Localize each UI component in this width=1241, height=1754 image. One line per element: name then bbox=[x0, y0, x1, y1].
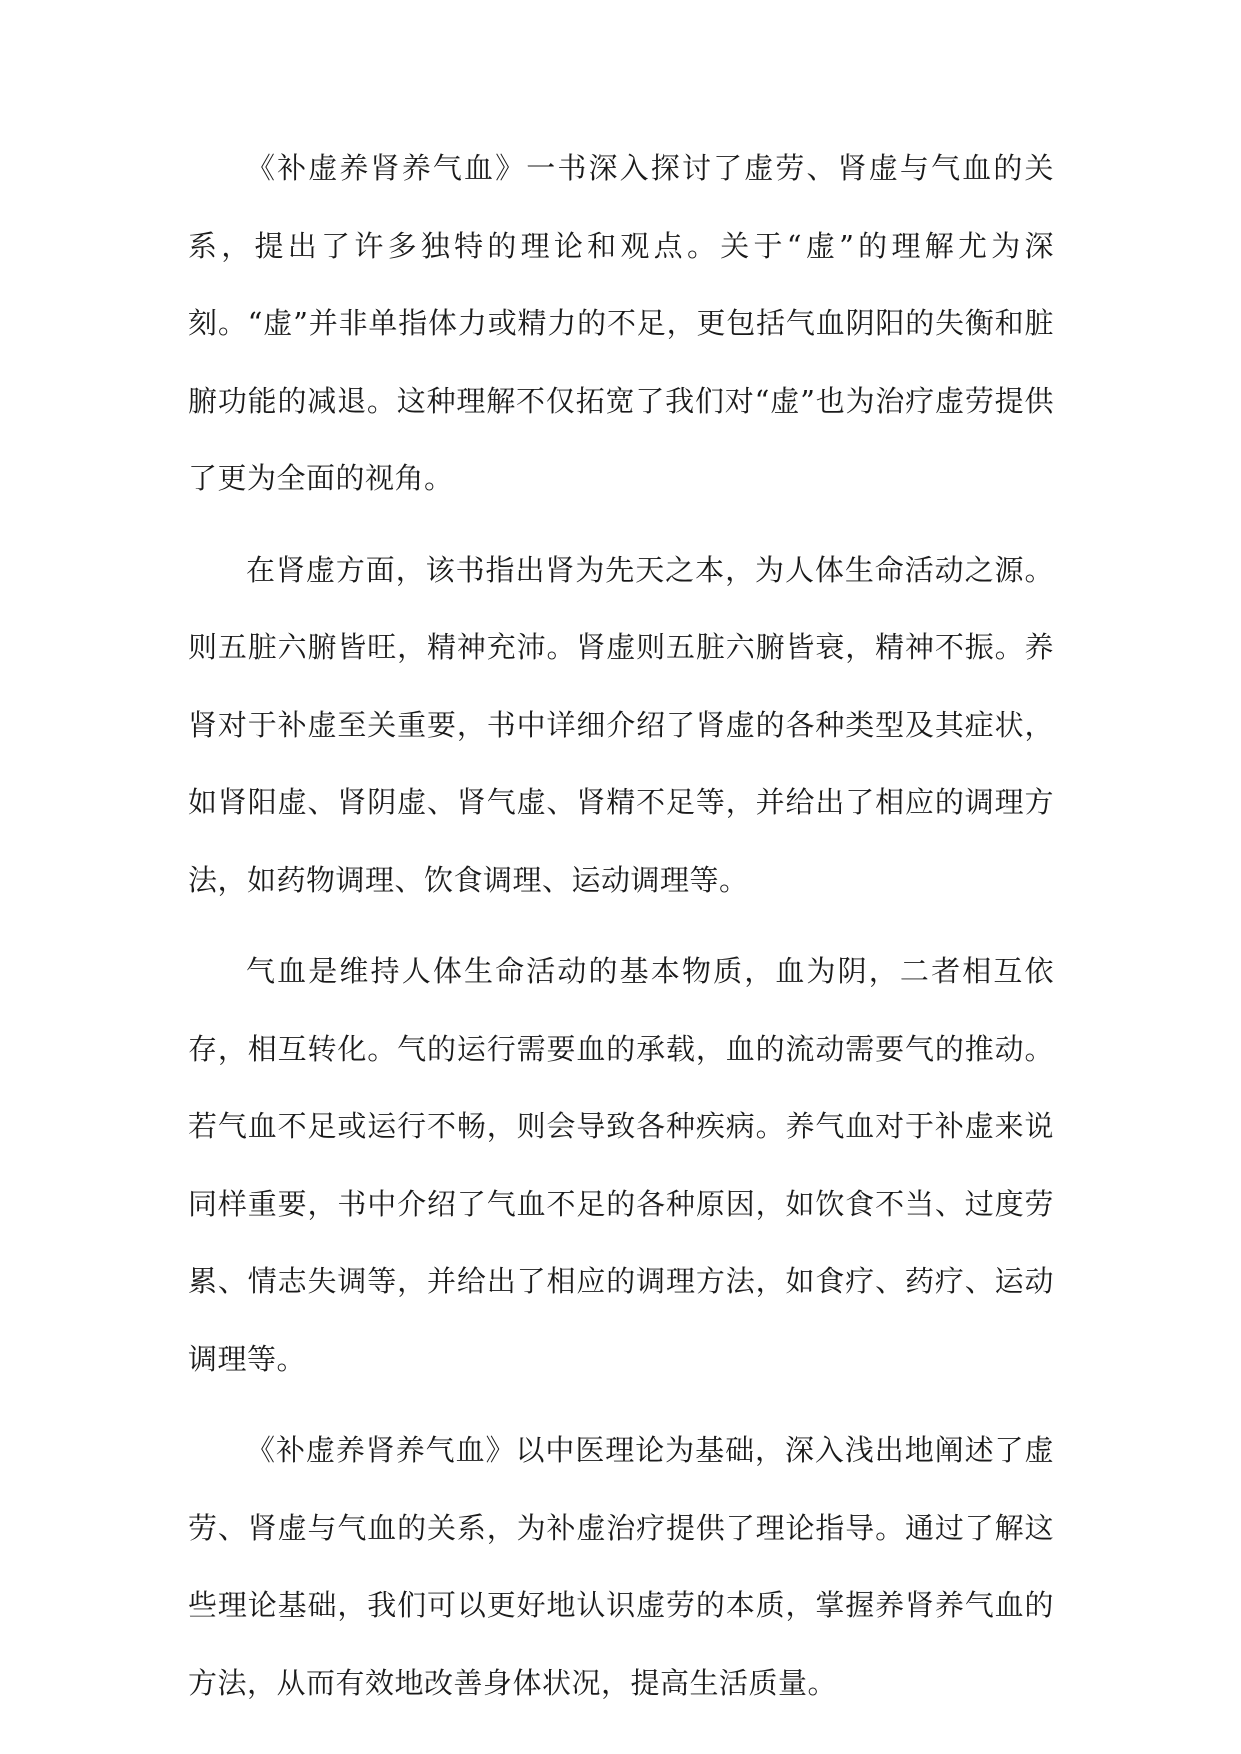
paragraph-3: 气血是维持人体生命活动的基本物质，血为阴，二者相互依存，相互转化。气的运行需要血的承载，血的流动需要气的推动。若气血不足或运行不畅，则会导致各种疾病。养气血对于补虚来说同样重要，书中介绍了气血不足的各种原因，如饮食不当、过度劳累、情志失调等，并给出了相应的调理方法，如食疗、药疗、运动调理等。 bbox=[188, 954, 1054, 1376]
paragraph-1: 《补虚养肾养气血》一书深入探讨了虚劳、肾虚与气血的关系，提出了许多独特的理论和观点。关于“虚”的理解尤为深刻。“虚”并非单指体力或精力的不足，更包括气血阴阳的失衡和脏腑功能的减退。这种理解不仅拓宽了我们对“虚”也为治疗虚劳提供了更为全面的视角。 bbox=[188, 151, 1054, 495]
paragraph-4: 《补虚养肾养气血》以中医理论为基础，深入浅出地阐述了虚劳、肾虚与气血的关系，为补虚治疗提供了理论指导。通过了解这些理论基础，我们可以更好地认识虚劳的本质，掌握养肾养气血的方法，从而有效地改善身体状况，提高生活质量。 bbox=[188, 1433, 1054, 1700]
paragraph-2: 在肾虚方面，该书指出肾为先天之本，为人体生命活动之源。则五脏六腑皆旺，精神充沛。肾虚则五脏六腑皆衰，精神不振。养肾对于补虚至关重要，书中详细介绍了肾虚的各种类型及其症状，如肾阳虚、肾阴虚、肾气虚、肾精不足等，并给出了相应的调理方法，如药物调理、饮食调理、运动调理等。 bbox=[188, 552, 1054, 897]
document-body bbox=[188, 130, 1054, 1736]
